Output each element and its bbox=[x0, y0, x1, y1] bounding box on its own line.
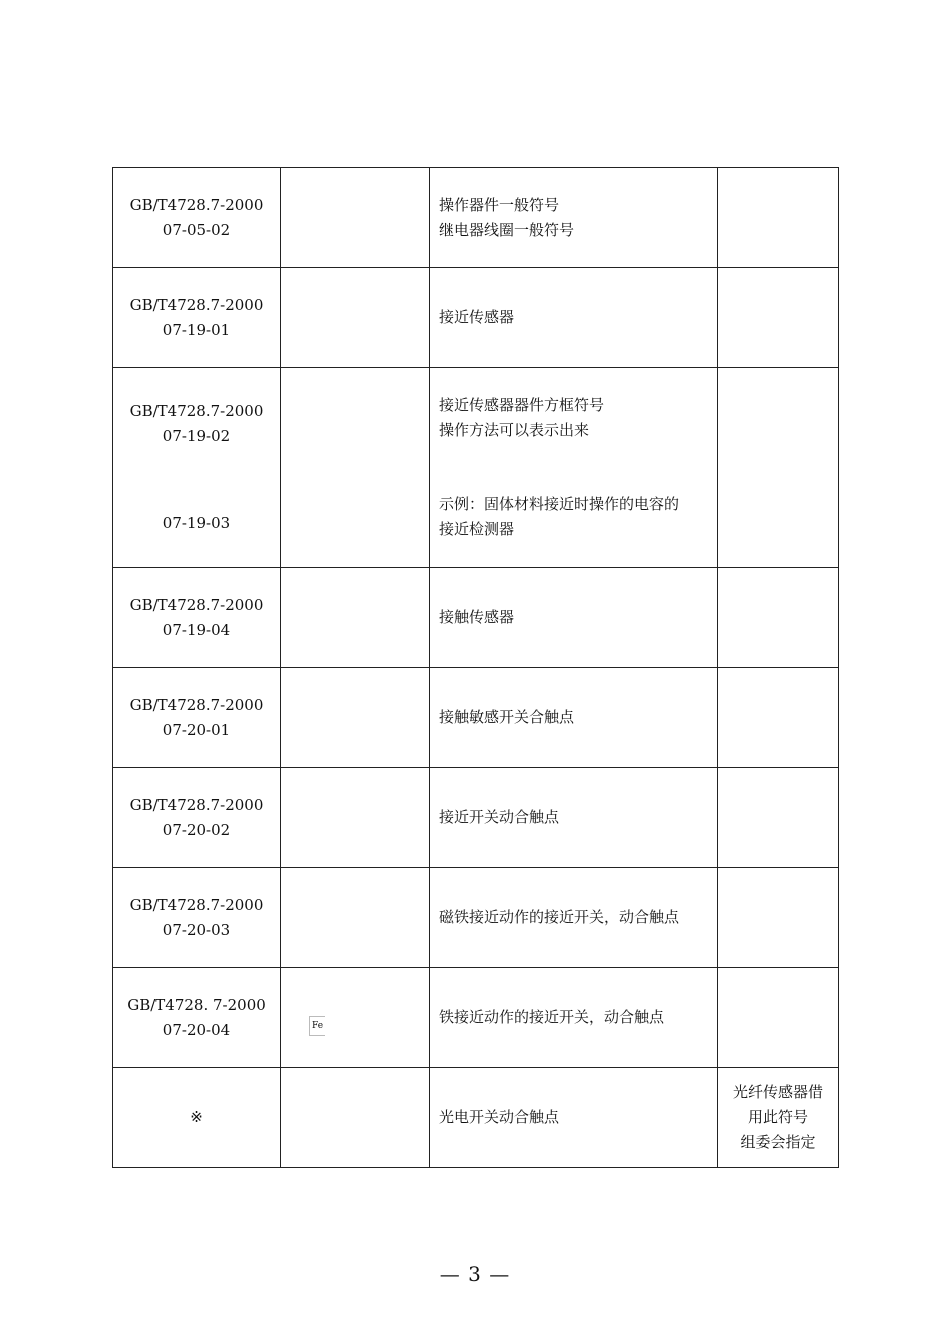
standard-code-line: GB/T4728. 7-2000 bbox=[127, 995, 266, 1014]
note-line: 组委会指定 bbox=[740, 1133, 816, 1151]
description-cell bbox=[430, 368, 718, 568]
note-cell bbox=[718, 968, 839, 1068]
description-line: 操作器件一般符号 bbox=[439, 195, 560, 214]
note-cell bbox=[718, 1068, 839, 1168]
description-line: 接近检测器 bbox=[439, 520, 515, 539]
standard-code-line: 07-20-04 bbox=[162, 1020, 231, 1039]
description-line: 接近传感器器件方框符号 bbox=[439, 395, 605, 414]
symbol-cell bbox=[281, 168, 430, 268]
description-cell bbox=[430, 868, 718, 968]
symbol-cell bbox=[281, 368, 430, 568]
symbol-cell bbox=[281, 868, 430, 968]
standard-code-cell bbox=[113, 668, 281, 768]
fe-symbol-mark: Fe bbox=[309, 1016, 325, 1036]
table-row bbox=[113, 368, 839, 568]
standard-code-line: GB/T4728.7-2000 bbox=[129, 695, 264, 714]
page-number: — 3 — bbox=[439, 1262, 511, 1286]
description-line: 磁铁接近动作的接近开关，动合触点 bbox=[439, 908, 680, 926]
standard-code-line: 07-05-02 bbox=[162, 220, 231, 239]
symbol-cell bbox=[281, 268, 430, 368]
description-cell bbox=[430, 568, 718, 668]
description-line: 接近传感器 bbox=[439, 308, 515, 326]
note-cell bbox=[718, 868, 839, 968]
standard-code-line: 07-20-02 bbox=[162, 820, 231, 839]
standard-code-line: GB/T4728.7-2000 bbox=[129, 895, 264, 914]
description-cell bbox=[430, 968, 718, 1068]
description-cell bbox=[430, 768, 718, 868]
note-cell bbox=[718, 568, 839, 668]
standard-code-line: 07-19-01 bbox=[162, 320, 231, 339]
standard-code-cell bbox=[113, 268, 281, 368]
standard-code-cell bbox=[113, 368, 281, 568]
symbol-cell bbox=[281, 1068, 430, 1168]
standard-code-line: GB/T4728.7-2000 bbox=[129, 795, 264, 814]
standard-code-cell bbox=[113, 168, 281, 268]
standard-code-line: 07-19-04 bbox=[162, 620, 231, 639]
description-line: 铁接近动作的接近开关，动合触点 bbox=[439, 1008, 665, 1026]
symbol-table-container bbox=[112, 167, 838, 1168]
symbol-cell bbox=[281, 968, 430, 1068]
standard-code-line: 07-19-02 bbox=[162, 427, 231, 445]
description-cell bbox=[430, 168, 718, 268]
standard-code-cell bbox=[113, 1068, 281, 1168]
note-cell bbox=[718, 268, 839, 368]
description-line: 接触敏感开关合触点 bbox=[439, 708, 575, 726]
description-cell bbox=[430, 668, 718, 768]
table-row bbox=[113, 668, 839, 768]
description-line: 操作方法可以表示出来 bbox=[439, 420, 590, 439]
description-line: 接近开关动合触点 bbox=[439, 808, 560, 826]
note-line: 光纤传感器借 bbox=[732, 1083, 823, 1101]
description-cell bbox=[430, 268, 718, 368]
standard-code-line: GB/T4728.7-2000 bbox=[129, 402, 264, 420]
table-row bbox=[113, 568, 839, 668]
standard-code-line: GB/T4728.7-2000 bbox=[129, 195, 264, 214]
standard-code-cell bbox=[113, 768, 281, 868]
symbol-cell bbox=[281, 568, 430, 668]
standard-code-cell bbox=[113, 968, 281, 1068]
description-line: 光电开关动合触点 bbox=[439, 1108, 560, 1126]
note-line: 用此符号 bbox=[747, 1108, 808, 1126]
standard-code-line: 07-20-01 bbox=[162, 720, 231, 739]
note-cell bbox=[718, 668, 839, 768]
table-row bbox=[113, 968, 839, 1068]
standard-code-line: 07-20-03 bbox=[162, 920, 231, 939]
standard-code-line: GB/T4728.7-2000 bbox=[129, 595, 264, 614]
symbol-cell bbox=[281, 768, 430, 868]
note-cell bbox=[718, 768, 839, 868]
description-line: 示例：固体材料接近时操作的电容的 bbox=[439, 495, 680, 514]
symbol-table bbox=[112, 167, 839, 1168]
table-row bbox=[113, 868, 839, 968]
description-line: 接触传感器 bbox=[439, 608, 515, 626]
description-cell bbox=[430, 1068, 718, 1168]
table-row bbox=[113, 168, 839, 268]
description-line: 继电器线圈一般符号 bbox=[439, 220, 575, 239]
table-row bbox=[113, 268, 839, 368]
standard-code-cell bbox=[113, 868, 281, 968]
symbol-cell bbox=[281, 668, 430, 768]
table-row bbox=[113, 768, 839, 868]
standard-code-line: GB/T4728.7-2000 bbox=[129, 295, 264, 314]
note-cell bbox=[718, 368, 839, 568]
reference-mark: ※ bbox=[190, 1108, 203, 1126]
table-row bbox=[113, 1068, 839, 1168]
note-cell bbox=[718, 168, 839, 268]
standard-code-line: 07-19-03 bbox=[162, 514, 231, 532]
standard-code-cell bbox=[113, 568, 281, 668]
